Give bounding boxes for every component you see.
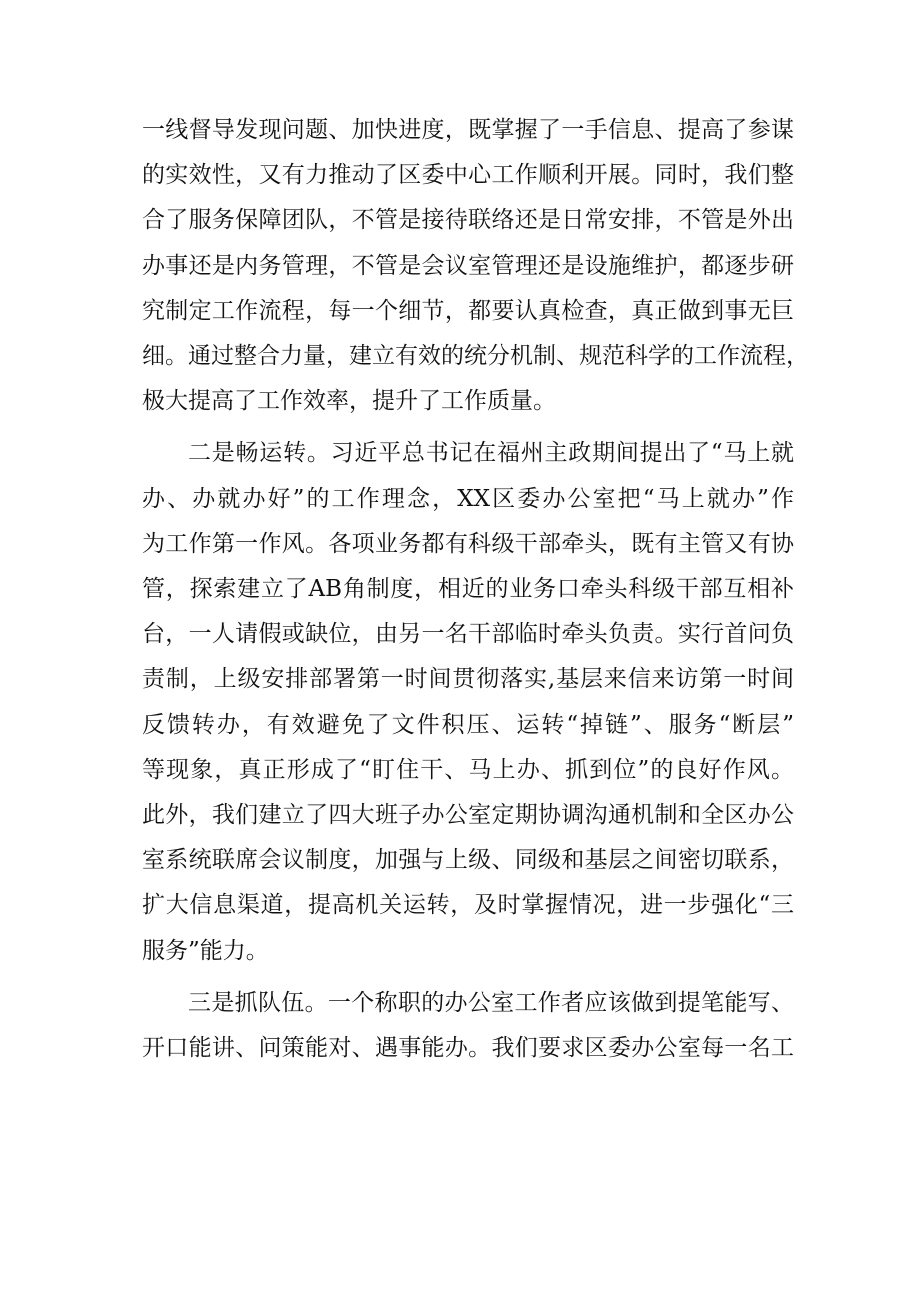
text-line: 三是抓队伍。一个称职的办公室工作者应该做到提笔能写、 [188, 989, 794, 1016]
text-line: 办、办就办好”的工作理念，XX区委办公室把“马上就办”作 [142, 485, 794, 512]
text-line: 为工作第一作风。各项业务都有科级干部牵头，既有主管又有协 [142, 530, 794, 557]
paragraph-gap [142, 974, 794, 981]
text-line: 二是畅运转。习近平总书记在福州主政期间提出了“马上就 [188, 440, 794, 467]
text-line: 室系统联席会议制度，加强与上级、同级和基层之间密切联系， [142, 847, 794, 874]
text-line: 服务”能力。 [142, 937, 269, 964]
text-line: 台，一人请假或缺位，由另一名干部临时牵头负责。实行首问负 [142, 621, 794, 648]
paragraph-3 [142, 981, 794, 1071]
text-line: 细。通过整合力量，建立有效的统分机制、规范科学的工作流程， [142, 343, 809, 370]
text-line: 合了服务保障团队，不管是接待联络还是日常安排，不管是外出 [142, 207, 794, 234]
text-line: 此外，我们建立了四大班子办公室定期协调沟通机制和全区办公 [142, 802, 794, 829]
text-line: 责制，上级安排部署第一时间贯彻落实,基层来信来访第一时间 [142, 666, 794, 693]
text-line: 的实效性，又有力推动了区委中心工作顺利开展。同时，我们整 [142, 162, 794, 189]
text-line: 管，探索建立了AB角制度，相近的业务口牵头科级干部互相补 [142, 576, 794, 603]
text-line: 等现象，真正形成了“盯住干、马上办、抓到位”的良好作风。 [142, 756, 794, 783]
paragraph-1 [142, 108, 809, 424]
text-line: 办事还是内务管理，不管是会议室管理还是设施维护，都逐步研 [142, 252, 794, 279]
paragraph-gap [142, 424, 794, 431]
text-line: 反馈转办，有效避免了文件积压、运转“掉链”、服务“断层” [142, 711, 794, 738]
text-line: 一线督导发现问题、加快进度，既掌握了一手信息、提高了参谋 [142, 117, 794, 143]
text-line: 扩大信息渠道，提高机关运转，及时掌握情况，进一步强化“三 [142, 892, 794, 919]
paragraph-2 [142, 431, 794, 973]
document-body [142, 108, 809, 1071]
text-line: 开口能讲、问策能对、遇事能办。我们要求区委办公室每一名工 [142, 1035, 794, 1062]
text-line: 究制定工作流程，每一个细节，都要认真检查，真正做到事无巨 [142, 297, 794, 324]
text-line: 极大提高了工作效率，提升了工作质量。 [142, 388, 556, 415]
